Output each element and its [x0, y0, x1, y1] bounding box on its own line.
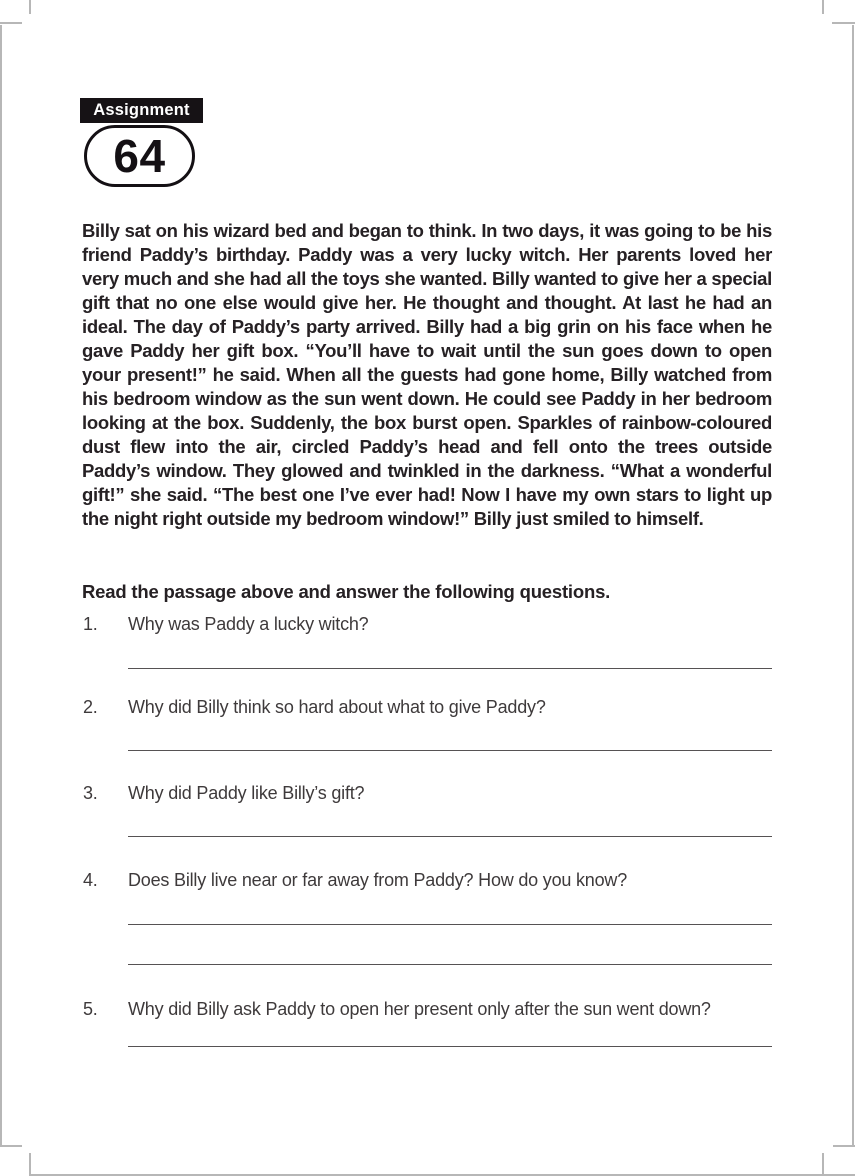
question-5-text: Why did Billy ask Paddy to open her present only after the sun went down?	[128, 999, 711, 1019]
question-5-number: 5.	[83, 999, 98, 1019]
page-edge-left	[0, 25, 2, 1146]
question-2-number: 2.	[83, 697, 98, 717]
page-edge-right	[852, 25, 854, 1146]
question-1-number: 1.	[83, 614, 98, 634]
question-4-answer-line-1	[128, 924, 772, 925]
question-5-answer-line	[128, 1046, 772, 1047]
trim-mark-top-left-horizontal	[0, 22, 22, 24]
trim-mark-top-right-vertical	[822, 0, 824, 14]
trim-mark-bottom-left-vertical	[29, 1153, 31, 1176]
question-1-answer-line	[128, 668, 772, 669]
question-3-answer-line	[128, 836, 772, 837]
question-3-text: Why did Paddy like Billy’s gift?	[128, 783, 365, 803]
trim-mark-bottom-left-horizontal	[0, 1145, 22, 1147]
reading-passage: Billy sat on his wizard bed and began to think. In two days, it was going to be his friend Paddy’s birthday. Paddy was a very lucky witch. Her parents loved her very much and she had all the toys she wanted. Billy wanted to give her a special gift that no one else would give her. He thought and thought. At last he had an ideal. The day of Paddy’s party arrived. Billy had a big grin on his face when he gave Paddy her gift box. “You’ll have to wait until the sun goes down to open your present!” he said. When all the guests had gone home, Billy watched from his bedroom window as the sun went down. He could see Paddy in her bedroom looking at the box. Suddenly, the box burst open. Sparkles of rainbow-coloured dust flew into the air, circled Paddy’s head and fell onto the trees outside Paddy’s window. They glowed and twinkled in the darkness. “What a wonderful gift!” she said. “The best one I’ve ever had! Now I have my own stars to light up the night right outside my bedroom window!” Billy just smiled to himself.	[82, 220, 772, 529]
question-2-text: Why did Billy think so hard about what to give Paddy?	[128, 697, 546, 717]
question-1-text: Why was Paddy a lucky witch?	[128, 614, 369, 634]
question-4-answer-line-2	[128, 964, 772, 965]
question-2-answer-line	[128, 750, 772, 751]
instruction-heading: Read the passage above and answer the following questions.	[82, 581, 611, 602]
assignment-badge-label: Assignment	[80, 98, 203, 123]
question-4-text: Does Billy live near or far away from Paddy? How do you know?	[128, 870, 628, 890]
assignment-number-badge: 64	[84, 125, 195, 187]
question-3-number: 3.	[83, 783, 98, 803]
trim-mark-top-right-horizontal	[832, 22, 855, 24]
trim-mark-top-left-vertical	[29, 0, 31, 14]
trim-mark-bottom-right-horizontal	[833, 1145, 855, 1147]
trim-mark-bottom-right-vertical	[822, 1153, 824, 1176]
question-4-number: 4.	[83, 870, 98, 890]
